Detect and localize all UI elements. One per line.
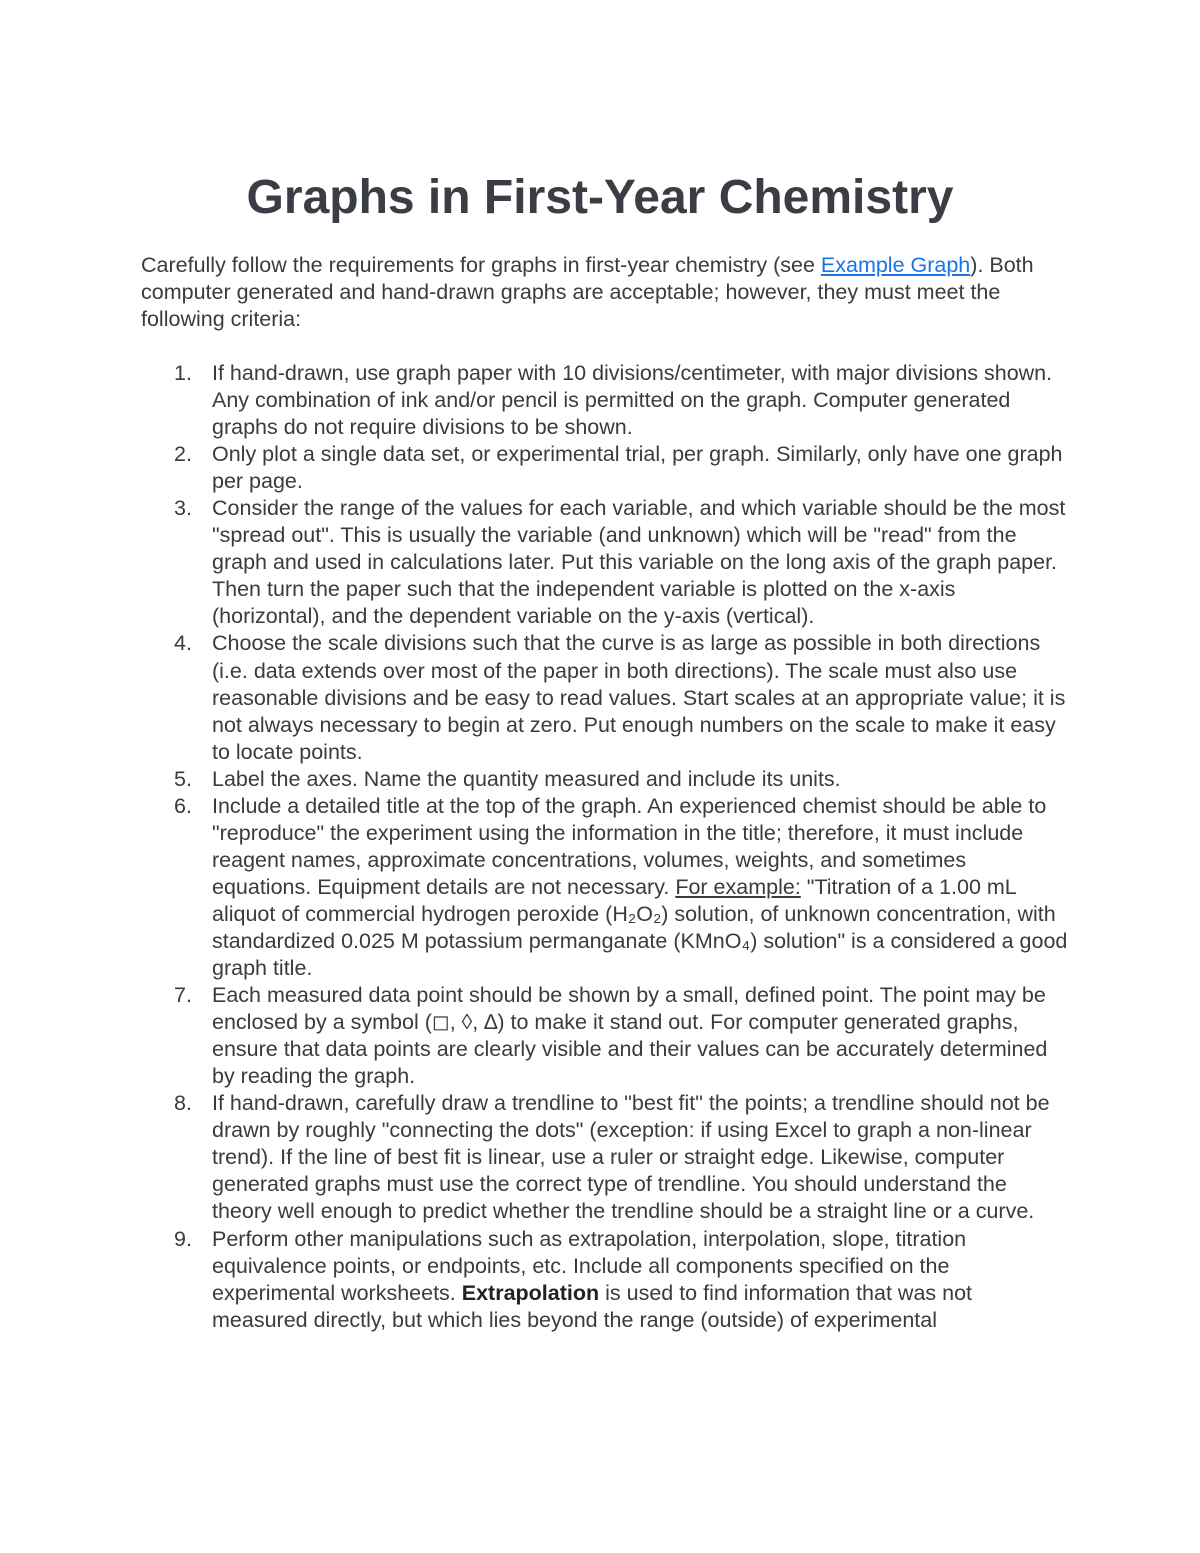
- list-item: [141, 982, 1071, 1090]
- example-graph-link[interactable]: Example Graph: [820, 253, 971, 277]
- list-item: [141, 766, 1071, 793]
- list-item: [141, 1226, 1071, 1334]
- list-item: [141, 1090, 1071, 1225]
- intro-paragraph: [141, 252, 1041, 333]
- list-item-text-before: Perform other manipulations such as extrapolation, interpolation, slope, titration equivalence points, or endpoints, etc. Include all components specified on the experimental worksheets.: [212, 1226, 967, 1305]
- criteria-list: [141, 360, 1071, 1334]
- list-number: 2.: [174, 442, 192, 467]
- list-number: 6.: [174, 793, 192, 818]
- list-item-text: Label the axes. Name the quantity measured and include its units.: [212, 766, 841, 791]
- list-item-text: If hand-drawn, use graph paper with 10 divisions/centimeter, with major divisions shown. Any combination of ink and/or pencil is permitted on the graph. Computer generated graphs do not require divisions to be shown.: [212, 361, 1053, 440]
- list-item-text: If hand-drawn, carefully draw a trendline to "best fit" the points; a trendline should not be drawn by roughly "connecting the dots" (exception: if using Excel to graph a non-linear trend). If the line of best fit is linear, use a ruler or straight edge. Likewise, computer generated graphs must use the correct type of trendline. You should understand the theory well enough to predict whether the trendline should be a straight line or a curve.: [212, 1091, 1050, 1224]
- list-item: [141, 360, 1071, 441]
- list-item-text-after: is used to find information that was not measured directly, but which lies beyond the range (outside) of experimental: [212, 1280, 973, 1332]
- list-item-text: Only plot a single data set, or experimental trial, per graph. Similarly, only have one graph per page.: [212, 442, 1063, 494]
- list-number: 4.: [174, 631, 192, 656]
- page-title: Graphs in First-Year Chemistry: [246, 171, 954, 224]
- list-number: 3.: [174, 496, 192, 521]
- list-item-text: Choose the scale divisions such that the curve is as large as possible in both directions (i.e. data extends over most of the paper in both directions). The scale must also use reasonable divisions and be easy to read values. Start scales at an appropriate value; it is not always necessary to begin at zero. Put enough numbers on the scale to make it easy to locate points.: [212, 631, 1066, 764]
- list-number: 9.: [174, 1226, 192, 1251]
- list-number: 7.: [174, 983, 192, 1008]
- list-number: 8.: [174, 1091, 192, 1116]
- list-item-text-after: "Titration of a 1.00 mL aliquot of commercial hydrogen peroxide (H₂O₂) solution, of unknown concentration, with standardized 0.025 M potassium permanganate (KMnO₄) solution" is a considered a good graph title.: [212, 874, 1068, 981]
- list-item-text: Consider the range of the values for each variable, and which variable should be the most "spread out". This is usually the variable (and unknown) which will be "read" from the graph and used in calculations later. Put this variable on the long axis of the graph paper. Then turn the paper such that the independent variable is plotted on the x-axis (horizontal), and the dependent variable on the y-axis (vertical).: [212, 496, 1066, 629]
- list-number: 1.: [174, 361, 192, 385]
- for-example-label: For example:: [675, 874, 801, 899]
- intro-text-before: Carefully follow the requirements for graphs in first-year chemistry (see: [141, 253, 821, 277]
- list-number: 5.: [174, 766, 192, 791]
- list-item: [141, 441, 1071, 495]
- list-item: [141, 495, 1071, 630]
- list-item: [141, 630, 1071, 765]
- extrapolation-term: Extrapolation: [461, 1280, 600, 1305]
- list-item-text: Each measured data point should be shown by a small, defined point. The point may be enclosed by a symbol (◻, ◊, ∆) to make it stand out. For computer generated graphs, ensure that data points are clearly visible and their values can be accurately determined by reading the graph.: [212, 983, 1048, 1089]
- list-item: [141, 793, 1071, 982]
- list-item-text-before: Include a detailed title at the top of the graph. An experienced chemist should be able to "reproduce" the experiment using the information in the title; therefore, it must include reagent names, approximate concentrations, volumes, weights, and sometimes equations. Equipment details are not necessary.: [212, 793, 1047, 899]
- intro-text-after: ). Both computer generated and hand-drawn graphs are acceptable; however, they must meet the following criteria:: [141, 253, 1034, 331]
